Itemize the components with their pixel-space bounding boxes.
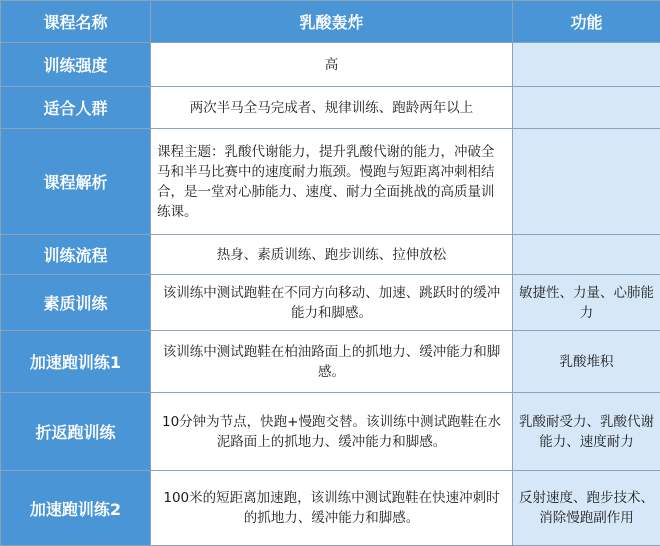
row-function: [513, 235, 660, 275]
row-function: [513, 43, 660, 87]
table-row: [1, 471, 660, 546]
row-function: [513, 87, 660, 129]
row-label: 课程解析: [1, 129, 151, 235]
header-function: 功能: [513, 1, 660, 43]
table-row: [1, 129, 660, 235]
row-content: 热身、素质训练、跑步训练、拉伸放松: [151, 235, 513, 275]
header-row: [1, 1, 660, 43]
row-label: 加速跑训练1: [1, 331, 151, 393]
row-label: 素质训练: [1, 275, 151, 331]
row-label: 训练强度: [1, 43, 151, 87]
row-content: 课程主题：乳酸代谢能力，提升乳酸代谢的能力，冲破全马和半马比赛中的速度耐力瓶颈。慢跑与短距离冲刺相结合，是一堂对心肺能力、速度、耐力全面挑战的高质量训练课。: [151, 129, 513, 235]
row-label: 折返跑训练: [1, 393, 151, 471]
row-content: 两次半马全马完成者、规律训练、跑龄两年以上: [151, 87, 513, 129]
table-row: [1, 393, 660, 471]
row-content: 该训练中测试跑鞋在柏油路面上的抓地力、缓冲能力和脚感。: [151, 331, 513, 393]
row-function: 反射速度、跑步技术、消除慢跑副作用: [513, 471, 660, 546]
row-function: [513, 129, 660, 235]
table-row: [1, 43, 660, 87]
row-function: 敏捷性、力量、心肺能力: [513, 275, 660, 331]
row-content: 高: [151, 43, 513, 87]
row-label: 适合人群: [1, 87, 151, 129]
table-row: [1, 331, 660, 393]
row-label: 加速跑训练2: [1, 471, 151, 546]
row-label: 训练流程: [1, 235, 151, 275]
header-course-name: 课程名称: [1, 1, 151, 43]
table-row: [1, 235, 660, 275]
row-content: 10分钟为节点，快跑+慢跑交替。该训练中测试跑鞋在水泥路面上的抓地力、缓冲能力和脚感。: [151, 393, 513, 471]
row-function: 乳酸耐受力、乳酸代谢能力、速度耐力: [513, 393, 660, 471]
row-content: 该训练中测试跑鞋在不同方向移动、加速、跳跃时的缓冲能力和脚感。: [151, 275, 513, 331]
row-function: 乳酸堆积: [513, 331, 660, 393]
table-row: [1, 275, 660, 331]
table-row: [1, 87, 660, 129]
header-course-title: 乳酸轰炸: [151, 1, 513, 43]
row-content: 100米的短距离加速跑，该训练中测试跑鞋在快速冲刺时的抓地力、缓冲能力和脚感。: [151, 471, 513, 546]
